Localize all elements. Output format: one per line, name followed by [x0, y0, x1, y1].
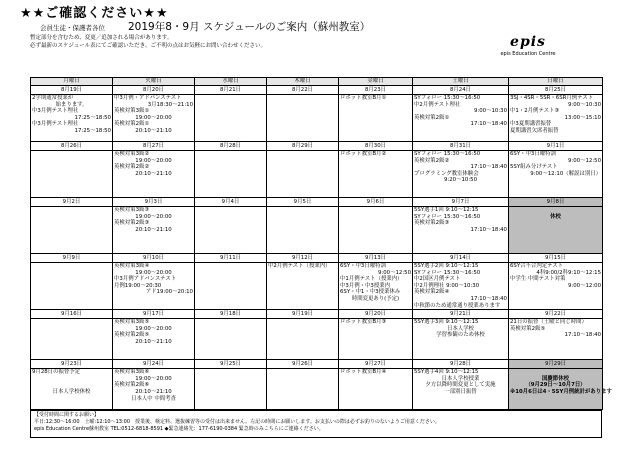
day-events-cell [339, 263, 413, 310]
footer-notice [30, 410, 602, 438]
event-line: 夏期講習欠席者振替 [510, 127, 559, 134]
event-line: 5SY選手3回 9:10～12:15 [414, 319, 479, 326]
date-cell: 9月1日 [509, 142, 603, 151]
events-row [31, 369, 603, 410]
event-line: ※10月6日は4・5SY月例統計があります [510, 388, 612, 395]
event-line: 19:00～20:00 [135, 213, 172, 220]
day-events-cell [113, 263, 195, 310]
date-cell: 9月6日 [339, 198, 413, 207]
day-events-cell [413, 151, 509, 198]
event-line: 17:25～18:50 [74, 114, 111, 121]
event-line: 時間変更あり(予定) [351, 295, 400, 302]
day-events-cell [267, 369, 339, 410]
day-events-cell [195, 207, 267, 254]
event-line: 英検対策2級⑤ [114, 332, 150, 339]
epis-logo [493, 33, 563, 63]
event-line: 3月18:30～21:10 [147, 101, 193, 108]
event-line: 一部別日振替 [444, 388, 477, 395]
date-cell: 9月22日 [509, 310, 603, 319]
day-events-cell [195, 263, 267, 310]
day-events-cell [195, 95, 267, 142]
weekday-header: 土曜日 [413, 78, 509, 86]
event-line: 19:00～20:00 [135, 375, 172, 382]
event-line: 9:00～12:50 [567, 157, 601, 164]
event-line: 9:20～10:50 [443, 177, 478, 184]
event-line: 中2月例テスト（授業内） [268, 263, 331, 269]
schedule-heading: 2019年8・9月 スケジュールのご案内（蘇州教室） [128, 21, 371, 33]
event-line: アド19:00～20:10 [145, 289, 193, 296]
day-events-cell [339, 95, 413, 142]
date-cell: 8月24日 [413, 86, 509, 95]
day-events-cell [267, 151, 339, 198]
date-cell: 9月29日 [509, 360, 603, 369]
day-events-cell [113, 95, 195, 142]
event-line: 20:10～21:10 [135, 127, 172, 134]
day-events-cell [413, 263, 509, 310]
day-events-cell [413, 319, 509, 360]
day-events-cell [31, 151, 113, 198]
event-line: 英検対策2級⑥ [114, 382, 150, 389]
event-line: 日本人学校 [447, 325, 474, 332]
day-events-cell [267, 95, 339, 142]
event-line: 英検対策2級⑤ [510, 325, 546, 332]
event-line: 英検対策2級③ [114, 220, 150, 227]
date-row [31, 86, 603, 95]
event-line: 学習参観のため休校 [436, 332, 485, 339]
event-line: 英検対策2級② [114, 164, 150, 171]
event-line: 中3月例テスト理社 [32, 121, 79, 128]
event-line: 中2国区月例テスト [414, 276, 461, 283]
date-row [31, 254, 603, 263]
event-line: 英検対策3級③ [114, 207, 150, 213]
event-line: 日本人学校授業 [441, 375, 480, 382]
day-events-cell [339, 319, 413, 360]
date-cell: 8月27日 [113, 142, 195, 151]
event-line: 英検対策3級④ [114, 263, 150, 269]
events-row [31, 319, 603, 360]
event-line: 5SY選手2回 9:10～12:15 [414, 263, 479, 269]
date-cell: 8月28日 [195, 142, 267, 151]
event-line: ロボット教室B月② [340, 151, 387, 157]
day-events-cell [113, 369, 195, 410]
date-cell: 9月14日 [413, 254, 509, 263]
date-cell: 9月28日 [413, 360, 509, 369]
event-line: 英検対策3級① [114, 108, 150, 115]
date-cell: 9月23日 [31, 360, 113, 369]
event-line: 英検対策2級① [414, 114, 450, 121]
day-events-cell [31, 319, 113, 360]
weekday-header: 水曜日 [195, 78, 267, 86]
event-line: SYフォロー 15:30～16:50 [414, 151, 481, 157]
event-line: ロボット教室B月③ [340, 319, 387, 326]
event-line: 英検対策3級⑤ [114, 319, 150, 326]
day-events-cell [509, 151, 603, 198]
date-cell: 9月9日 [31, 254, 113, 263]
footer-line-2: epis Education Centre蘇州教室 TEL:0512-6818-8591 ◆緊急連絡先：177-6190-0384 緊急時のみこちらにご連絡ください。 [34, 426, 324, 432]
event-line: 国慶節休校 [542, 375, 569, 382]
event-line: 英検対策2級④ [414, 289, 450, 296]
date-cell: 9月18日 [195, 310, 267, 319]
events-row [31, 263, 603, 310]
weekday-header: 月曜日 [31, 78, 113, 86]
date-cell: 8月30日 [339, 142, 413, 151]
date-cell: 9月10日 [113, 254, 195, 263]
date-cell: 9月16日 [31, 310, 113, 319]
event-line: 20:10～21:10 [135, 226, 172, 233]
date-row [31, 310, 603, 319]
event-line: 5SY選手1回 9:10～12:15 [414, 207, 479, 213]
events-row [31, 151, 603, 198]
day-events-cell [31, 207, 113, 254]
date-cell: 9月13日 [339, 254, 413, 263]
event-line [510, 207, 601, 214]
date-cell: 8月23日 [339, 86, 413, 95]
date-cell: 8月31日 [413, 142, 509, 151]
event-line: 5SY組み分けテスト [510, 164, 558, 171]
event-line: 17:10～18:40 [470, 295, 507, 302]
date-row [31, 142, 603, 151]
day-events-cell [509, 319, 603, 360]
event-line: 20:10～21:10 [135, 170, 172, 177]
day-events-cell [31, 95, 113, 142]
event-line: 6SY・中3日曜特訓 [510, 151, 556, 157]
event-line: 13:00～15:10 [564, 114, 601, 121]
date-cell: 9月12日 [267, 254, 339, 263]
event-line: 17:10～18:40 [470, 121, 507, 128]
date-cell: 8月22日 [267, 86, 339, 95]
date-cell: 9月2日 [31, 198, 113, 207]
event-line: 休校 [550, 213, 561, 220]
event-line: SYフォロー 15:30～16:50 [414, 213, 481, 220]
date-cell: 9月8日 [509, 198, 603, 207]
event-line: ロボット教室B月④ [340, 369, 387, 376]
day-events-cell [267, 207, 339, 254]
event-line: 17:10～18:40 [470, 226, 507, 233]
day-events-cell [267, 263, 339, 310]
page-title: ★★ご確認ください★★ [20, 6, 169, 21]
event-line: 5SY選手4回 9:10～12:15 [414, 369, 479, 376]
date-cell: 9月20日 [339, 310, 413, 319]
date-cell: 9月27日 [339, 360, 413, 369]
event-line: 中1・2月例テスト③ [510, 108, 560, 115]
day-events-cell [339, 151, 413, 198]
footer-line-1: 平日:12:30～16:00 土曜:12:10～13:00 授業後、検定料、選抜練習等の受付は出来ません。左記の時間にお願いします。お支払いの際は必ずお釣りのないようご用意ください。 [34, 419, 440, 425]
day-events-cell [339, 369, 413, 410]
event-line: 中2月例テスト理社 [414, 101, 461, 108]
events-row [31, 207, 603, 254]
footer-heading: 【受付時間に関するお願い】 [34, 412, 100, 418]
date-cell: 9月15日 [509, 254, 603, 263]
event-line [32, 376, 111, 383]
event-line [32, 382, 111, 389]
event-line: 中3月例アドバンステスト [114, 276, 177, 283]
day-events-cell [195, 369, 267, 410]
date-cell: 9月26日 [267, 360, 339, 369]
event-line: 17:10～18:40 [564, 332, 601, 339]
event-line: 英検対策2級② [414, 157, 450, 164]
weekday-header-row [31, 78, 603, 86]
event-line: 9:00～10:30 [473, 108, 507, 115]
date-row [31, 198, 603, 207]
day-events-cell [31, 263, 113, 310]
event-line: 中秋節のため通常通り授業あります [414, 302, 501, 309]
event-line: 中1月例テスト（授業内） [340, 276, 403, 283]
event-line: SYフォロー 15:30～16:50 [414, 95, 481, 101]
day-events-cell [31, 369, 113, 410]
event-line: 6SY・中1・中3授業休み [340, 289, 401, 296]
day-events-cell [267, 319, 339, 360]
date-cell: 9月19日 [267, 310, 339, 319]
event-line: 月例19:00～20:30 [114, 282, 162, 289]
day-events-cell [339, 207, 413, 254]
day-events-cell [413, 95, 509, 142]
event-line: 9:00～12:00 [567, 282, 601, 289]
date-cell: 9月5日 [267, 198, 339, 207]
note-line-1: 暫定部分を含むため、変更／追加される場合があります。 [30, 35, 173, 41]
event-line: 3SJ・4SR・5SR・6SR月例テスト [510, 95, 594, 101]
date-cell: 8月21日 [195, 86, 267, 95]
day-events-cell [195, 319, 267, 360]
date-cell: 9月7日 [413, 198, 509, 207]
event-line: 19:00～20:00 [135, 114, 172, 121]
event-line: 始まります。 [55, 101, 88, 108]
events-row [31, 95, 603, 142]
day-events-cell [113, 207, 195, 254]
day-events-cell [509, 207, 603, 254]
event-line: 中2月例理社 9:00～10:30 [414, 282, 480, 289]
event-line: 日本人中 中間考査 [131, 395, 176, 402]
event-line: 20:10～21:10 [135, 338, 172, 345]
event-line: 9:00～12:50 [377, 269, 411, 276]
day-events-cell [113, 319, 195, 360]
event-line: SYフォロー 15:30～16:50 [414, 269, 481, 276]
event-line: 17:25～18:50 [74, 127, 111, 134]
day-events-cell [509, 263, 603, 310]
date-cell: 8月26日 [31, 142, 113, 151]
event-line: 19:00～20:00 [135, 269, 172, 276]
weekday-header: 火曜日 [113, 78, 195, 86]
event-line: 17:10～18:40 [470, 164, 507, 171]
date-cell: 9月17日 [113, 310, 195, 319]
event-line: 英検対策2級③ [414, 220, 450, 227]
date-cell: 9月21日 [413, 310, 509, 319]
event-line: 中3月例・中3授業内 [340, 282, 390, 289]
event-line: 英検対策2級① [114, 121, 150, 128]
event-line: 2学期通常授業が [32, 95, 74, 101]
day-events-cell [113, 151, 195, 198]
weekday-header: 金曜日 [339, 78, 413, 86]
schedule-body [31, 86, 612, 410]
event-line: 日本人学校休校 [52, 388, 91, 395]
day-events-cell [413, 369, 509, 410]
event-line: 4科9:00/2科9:10～12:15 [536, 269, 601, 276]
event-line: 中3夏期講習振替 [510, 121, 552, 128]
event-line: 中3月例テスト埋社 [32, 108, 79, 115]
date-cell: 9月4日 [195, 198, 267, 207]
note-line-2: 必ず最新のスケジュール表にてご確認いただき、ご不明の点はお気軽にお問い合わせください。 [30, 43, 266, 49]
event-line: 英検対策3級⑥ [114, 369, 150, 376]
logo-subtitle: epis Education Centre [500, 51, 556, 57]
date-cell: 8月19日 [31, 86, 113, 95]
event-line: ロボット教室B月① [340, 95, 387, 101]
event-line: 20:10～21:10 [135, 388, 172, 395]
event-line: 6SY・中3日曜特訓 [340, 263, 386, 269]
day-events-cell [195, 151, 267, 198]
date-cell: 9月25日 [195, 360, 267, 369]
day-events-cell [509, 369, 612, 410]
event-line: 9月28日の振替予定 [32, 369, 81, 376]
date-row [31, 360, 603, 369]
date-cell: 8月29日 [267, 142, 339, 151]
date-cell: 8月20日 [113, 86, 195, 95]
event-line: 19:00～20:00 [135, 157, 172, 164]
event-line: 21日の振替（土曜と同じ時間） [510, 319, 587, 326]
date-cell: 9月3日 [113, 198, 195, 207]
event-line: 19:00～20:00 [135, 325, 172, 332]
logo-mark: epis [510, 34, 546, 50]
day-events-cell [509, 95, 603, 142]
event-line: プログラミング教室体験会 [414, 170, 479, 177]
event-line: 6SY合不合判定テスト [510, 263, 564, 269]
date-cell: 9月11日 [195, 254, 267, 263]
event-line: 夕方以降時間変更として実施 [425, 382, 496, 389]
event-line: （9月29日～10月7日） [525, 382, 586, 389]
schedule-table [30, 77, 612, 410]
event-line [510, 369, 601, 376]
day-events-cell [413, 207, 509, 254]
event-line: 9:00～12:10（解説は別日） [530, 170, 601, 177]
event-line: 中3月例・アドバンステスト [114, 95, 182, 101]
addressee: 会員生徒・保護者各位 [40, 24, 105, 32]
weekday-header: 日曜日 [509, 78, 603, 86]
event-line: 中学生 中間テスト対策 [510, 276, 566, 283]
event-line: 英検対策3級② [114, 151, 150, 157]
event-line: 9:00～10:30 [567, 101, 601, 108]
weekday-header: 木曜日 [267, 78, 339, 86]
date-cell: 8月25日 [509, 86, 603, 95]
date-cell: 9月24日 [113, 360, 195, 369]
